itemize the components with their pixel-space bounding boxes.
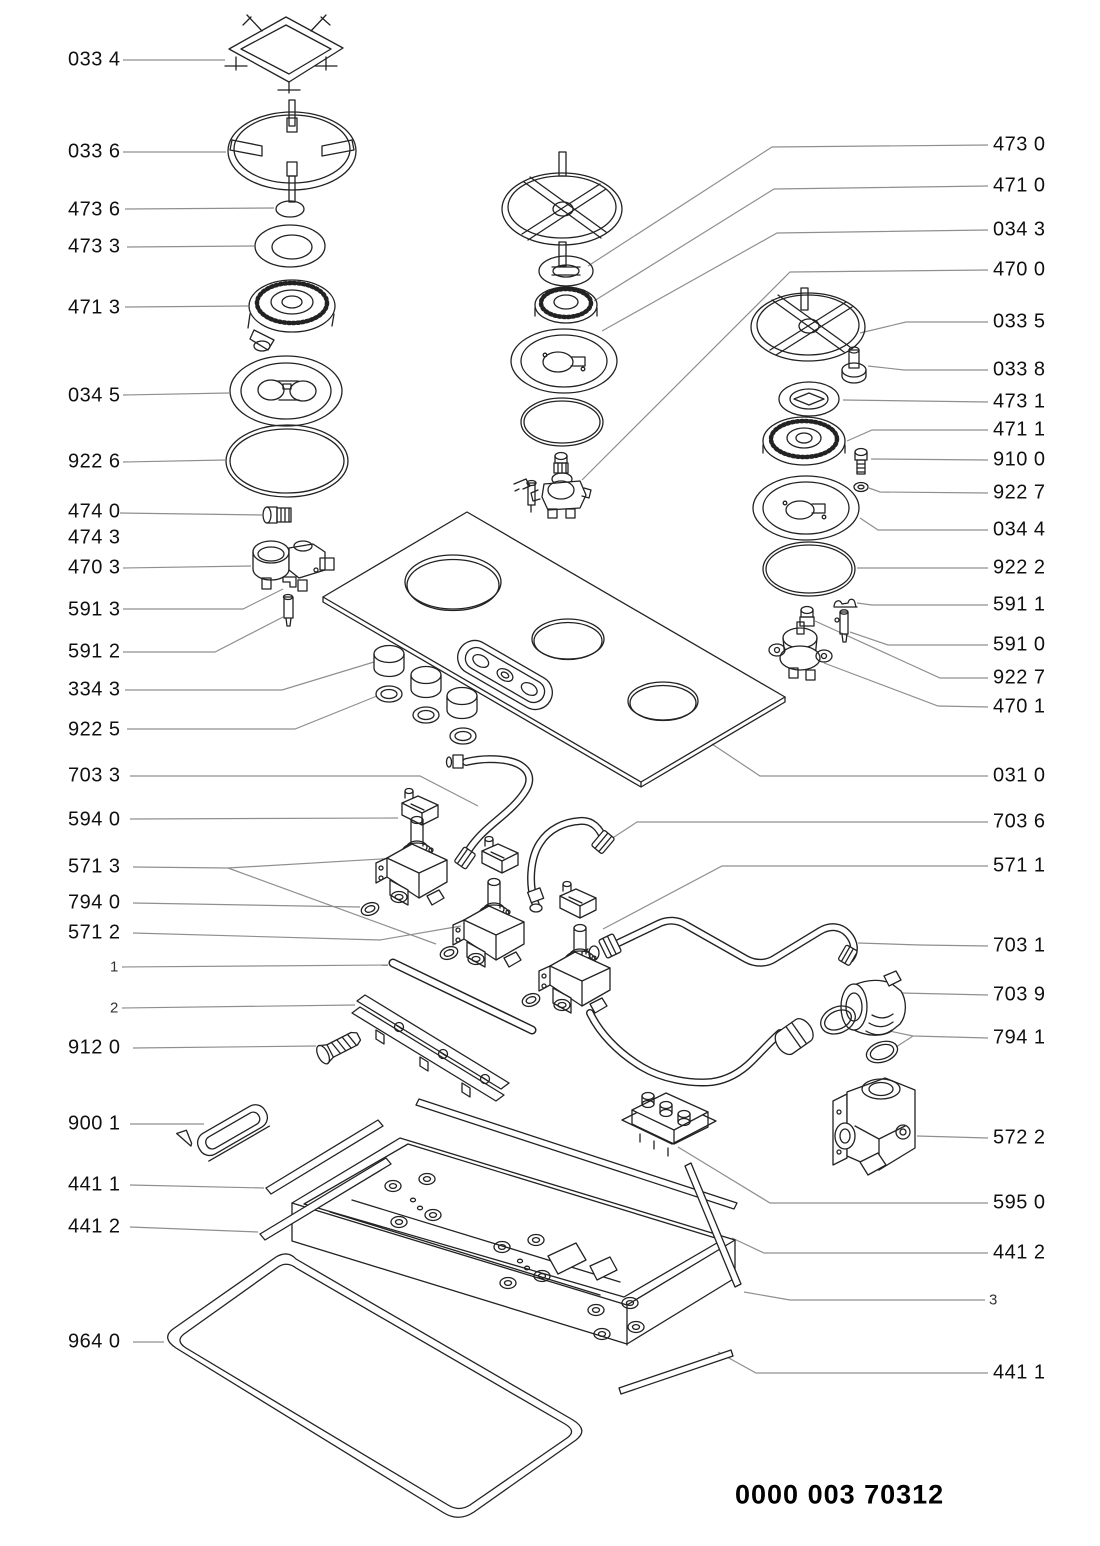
part-label-gas-pipe-1: 703 3 [68,764,121,787]
part-label-gasket-ring-left: 922 6 [68,450,121,473]
part-burner-head-right [763,417,845,465]
part-burner-cup-right [769,622,832,680]
leader-line-seal-strip-br [718,1352,988,1373]
part-label-seal-strip-br: 441 1 [993,1361,1046,1384]
part-label-gas-tap-3: 571 1 [993,854,1046,877]
leader-line-control-knobs [125,662,374,690]
part-gasket-ring-center [521,398,603,446]
part-label-pan-support-round: 033 6 [68,140,121,163]
part-gas-pipe-long [582,921,858,1083]
part-support-rod [393,963,532,1030]
leader-line-mounting-rail [122,1005,355,1008]
leader-line-burner-head-left [125,306,248,307]
part-label-gas-pipe-2: 703 6 [993,810,1046,833]
part-ignition-clip-right [834,599,857,607]
part-label-ignition-clip-right: 591 1 [993,593,1046,616]
leader-line-support-foot [868,366,988,370]
part-burner-head-center [535,287,597,323]
part-label-injector-left: 474 0 [68,500,121,523]
leader-line-burner-cap-ring [127,246,254,247]
part-pan-support-right [751,288,865,361]
leader-line-gas-tap-2 [133,926,461,940]
part-label-elbow-fitting: 703 9 [993,983,1046,1006]
leader-line-knob-seals [127,696,377,729]
part-label-terminal-bracket: 900 1 [68,1112,121,1135]
leader-line-inlet-valve [917,1136,988,1138]
part-injector-right [800,607,814,627]
leader-line-spark-plug-left [123,617,283,652]
part-pan-support-round [228,100,356,202]
part-burner-head-left [248,280,335,351]
part-micro-switch-3 [560,882,596,919]
part-label-pan-support-square: 033 4 [68,48,121,71]
part-small-washer [854,483,868,492]
leader-line-fixing-screw [133,1046,316,1048]
part-label-burner-base-right: 034 4 [993,518,1046,541]
leader-line-small-washer [869,488,988,493]
part-label-burner-cap-ring: 473 3 [68,235,121,258]
part-inlet-valve [833,1078,915,1175]
part-label-mounting-rail: 2 [110,999,119,1017]
part-burner-cap-small [276,201,304,217]
leader-line-burner-box-frame [744,1292,985,1300]
part-burner-cap-ring [255,225,325,267]
part-terminal-bracket [177,1089,273,1168]
leader-line-gasket-ring-left [123,460,225,462]
leader-line-ignition-clip-left [123,589,283,609]
part-knob-seals [376,686,476,744]
part-label-o-rings: 794 1 [993,1026,1046,1049]
part-label-burner-head-center: 471 0 [993,174,1046,197]
part-burner-cap-right [779,382,839,416]
part-small-screw [855,449,867,475]
part-burner-cup-left [253,541,334,591]
part-label-gas-tap-2: 571 2 [68,921,121,944]
leader-line-spark-plug-right [850,632,988,645]
part-label-burner-cup-center: 470 0 [993,258,1046,281]
part-label-outer-seal: 964 0 [68,1330,121,1353]
part-label-tap-washer: 794 0 [68,891,121,914]
part-label-gas-tap-1: 571 3 [68,855,121,878]
part-gas-tap-3 [539,925,610,1014]
part-label-burner-cup-right: 470 1 [993,695,1046,718]
part-label-knob-seals: 922 5 [68,718,121,741]
part-label-burner-cap-right: 473 1 [993,390,1046,413]
part-label-small-washer: 922 7 [993,481,1046,504]
leader-line-gas-pipe-2 [608,822,988,841]
leader-line-glass-hob-top [712,744,988,776]
part-injector-center [554,453,568,474]
part-label-fixing-screw: 912 0 [68,1036,121,1059]
part-label-gasket-ring-right: 922 2 [993,556,1046,579]
leader-line-support-rod [122,965,388,967]
leader-line-burner-head-center [594,186,988,301]
part-label-burner-cap-small: 473 6 [68,198,121,221]
pipe-union-nut [771,1015,817,1058]
leader-line-micro-switch [130,818,398,819]
part-gas-tap-1 [376,817,447,906]
leader-line-injector-left [120,513,262,515]
leader-line-o-rings [896,1036,913,1047]
part-micro-switch-1 [402,789,438,826]
part-label-burner-base-center: 034 3 [993,218,1046,241]
part-gasket-ring-right [763,542,855,596]
part-label-burner-cup-left: 470 3 [68,556,121,579]
leader-line-seal-strip-tl [130,1185,264,1188]
part-elbow-fitting [841,971,905,1035]
part-gas-tap-2 [453,879,524,968]
part-label-control-knobs: 334 3 [68,678,121,701]
part-outer-seal [168,1254,582,1517]
part-injector-left [263,507,291,523]
leader-line-burner-cup-left [123,566,251,568]
leader-line-seal-strip-l [130,1227,258,1232]
part-ignition-clip-left [283,577,296,587]
part-spark-plug-right [835,610,848,642]
part-fixing-screw [314,1028,363,1066]
part-label-support-foot: 033 8 [993,358,1046,381]
part-label-micro-switch: 594 0 [68,808,121,831]
part-label-injector-right: 922 7 [993,666,1046,689]
part-micro-switch-2 [482,837,518,874]
leader-line-burner-cup-right [824,663,988,707]
part-burner-box [292,1138,735,1345]
part-label-injector-sleeve: 474 3 [68,526,121,549]
part-label-burner-box-frame: 3 [989,1291,998,1309]
part-label-burner-head-left: 471 3 [68,296,121,319]
leader-line-elbow-fitting [901,993,988,995]
leader-line-burner-cap-center [588,145,988,266]
part-spark-plug-left [284,595,294,627]
part-pan-support-square [225,15,343,93]
part-ignition-unit [622,1093,716,1157]
leader-line-burner-cup-center [582,270,988,480]
part-label-ignition-unit: 595 0 [993,1191,1046,1214]
part-label-spark-plug-left: 591 2 [68,640,121,663]
part-burner-base-right [753,476,859,540]
part-label-pan-support-right: 033 5 [993,310,1046,333]
leader-line-gas-tap-1 [133,858,398,868]
part-seal-strip-br [619,1350,733,1394]
leader-line-burner-base-left [123,393,229,395]
leader-line-seal-strip-r [732,1238,988,1253]
part-label-small-screw: 910 0 [993,448,1046,471]
leader-line-burner-base-right [860,518,988,530]
part-seal-strip-r [685,1163,741,1287]
leader-line-burner-cap-right [843,400,988,402]
part-label-burner-head-right: 471 1 [993,418,1046,441]
part-label-burner-base-left: 034 5 [68,384,121,407]
part-label-glass-hob-top: 031 0 [993,764,1046,787]
part-burner-base-left [230,356,342,426]
leader-line-burner-cap-small [125,208,274,209]
leader-line-ignition-clip-right [857,603,988,605]
diagram-code: 0000 003 70312 [735,1479,945,1510]
leader-line-burner-head-right [847,430,988,441]
part-label-support-rod: 1 [110,958,119,976]
leader-line-pan-support-right [860,322,988,333]
part-label-ignition-clip-left: 591 3 [68,598,121,621]
part-burner-base-center [511,329,617,393]
part-gasket-ring-left [226,425,348,497]
leader-line-gas-pipe-long [858,943,988,946]
part-label-spark-plug-right: 591 0 [993,633,1046,656]
part-pan-support-center [502,152,622,266]
leader-line-small-screw [871,459,988,460]
part-label-seal-strip-tl: 441 1 [68,1173,121,1196]
part-label-gas-pipe-long: 703 1 [993,934,1046,957]
part-label-burner-cap-center: 473 0 [993,133,1046,156]
part-label-seal-strip-r: 441 2 [993,1241,1046,1264]
part-label-seal-strip-l: 441 2 [68,1215,121,1238]
part-label-inlet-valve: 572 2 [993,1126,1046,1149]
